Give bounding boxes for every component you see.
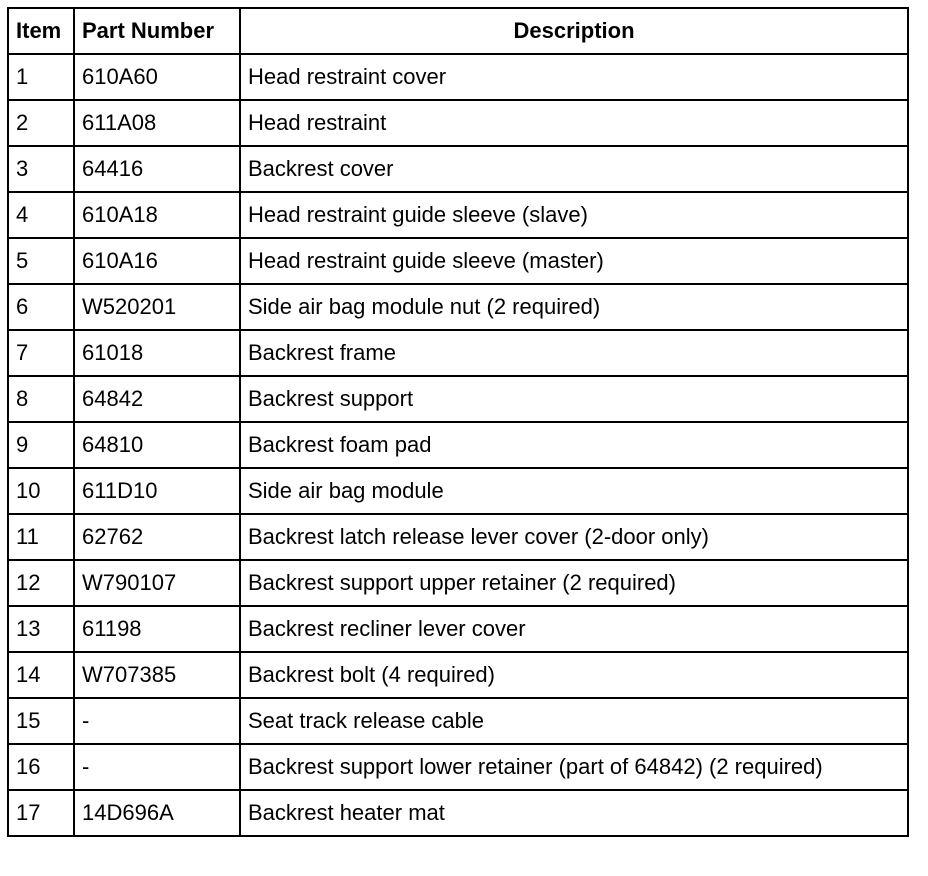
cell-description: Head restraint guide sleeve (slave): [240, 192, 908, 238]
cell-description: Backrest cover: [240, 146, 908, 192]
cell-part-number: 61018: [74, 330, 240, 376]
cell-description: Backrest heater mat: [240, 790, 908, 836]
parts-table: [7, 7, 909, 837]
cell-part-number: 611D10: [74, 468, 240, 514]
cell-part-number: -: [74, 744, 240, 790]
table-header: [8, 8, 908, 54]
table-row: [8, 606, 908, 652]
table-row: [8, 468, 908, 514]
cell-part-number: 610A18: [74, 192, 240, 238]
cell-item: 2: [8, 100, 74, 146]
cell-description: Head restraint guide sleeve (master): [240, 238, 908, 284]
cell-description: Backrest frame: [240, 330, 908, 376]
table-row: [8, 652, 908, 698]
table-row: [8, 54, 908, 100]
cell-part-number: W790107: [74, 560, 240, 606]
cell-item: 14: [8, 652, 74, 698]
header-item: Item: [8, 8, 74, 54]
cell-part-number: 611A08: [74, 100, 240, 146]
cell-part-number: 610A16: [74, 238, 240, 284]
cell-part-number: W520201: [74, 284, 240, 330]
cell-description: Backrest foam pad: [240, 422, 908, 468]
cell-description: Side air bag module nut (2 required): [240, 284, 908, 330]
header-row: [8, 8, 908, 54]
table-row: [8, 238, 908, 284]
table-row: [8, 376, 908, 422]
table-row: [8, 284, 908, 330]
table-row: [8, 514, 908, 560]
cell-part-number: 14D696A: [74, 790, 240, 836]
cell-item: 3: [8, 146, 74, 192]
cell-item: 7: [8, 330, 74, 376]
cell-item: 1: [8, 54, 74, 100]
cell-item: 13: [8, 606, 74, 652]
cell-item: 16: [8, 744, 74, 790]
cell-description: Side air bag module: [240, 468, 908, 514]
cell-item: 5: [8, 238, 74, 284]
cell-description: Seat track release cable: [240, 698, 908, 744]
cell-part-number: 64842: [74, 376, 240, 422]
cell-part-number: 64416: [74, 146, 240, 192]
cell-description: Head restraint: [240, 100, 908, 146]
cell-item: 4: [8, 192, 74, 238]
cell-part-number: 61198: [74, 606, 240, 652]
table-row: [8, 560, 908, 606]
cell-description: Backrest bolt (4 required): [240, 652, 908, 698]
table-row: [8, 100, 908, 146]
cell-item: 10: [8, 468, 74, 514]
cell-description: Backrest recliner lever cover: [240, 606, 908, 652]
cell-item: 12: [8, 560, 74, 606]
cell-part-number: -: [74, 698, 240, 744]
cell-item: 6: [8, 284, 74, 330]
table-row: [8, 744, 908, 790]
table-row: [8, 330, 908, 376]
table-body: [8, 54, 908, 836]
cell-item: 8: [8, 376, 74, 422]
table-row: [8, 422, 908, 468]
table-row: [8, 698, 908, 744]
cell-description: Backrest support upper retainer (2 required): [240, 560, 908, 606]
cell-part-number: W707385: [74, 652, 240, 698]
cell-description: Backrest support lower retainer (part of 64842) (2 required): [240, 744, 908, 790]
cell-item: 17: [8, 790, 74, 836]
cell-part-number: 610A60: [74, 54, 240, 100]
cell-item: 11: [8, 514, 74, 560]
header-part-number: Part Number: [74, 8, 240, 54]
table-row: [8, 790, 908, 836]
cell-item: 9: [8, 422, 74, 468]
table-row: [8, 192, 908, 238]
cell-part-number: 64810: [74, 422, 240, 468]
cell-part-number: 62762: [74, 514, 240, 560]
cell-item: 15: [8, 698, 74, 744]
table-row: [8, 146, 908, 192]
cell-description: Backrest latch release lever cover (2-door only): [240, 514, 908, 560]
header-description: Description: [240, 8, 908, 54]
cell-description: Backrest support: [240, 376, 908, 422]
cell-description: Head restraint cover: [240, 54, 908, 100]
